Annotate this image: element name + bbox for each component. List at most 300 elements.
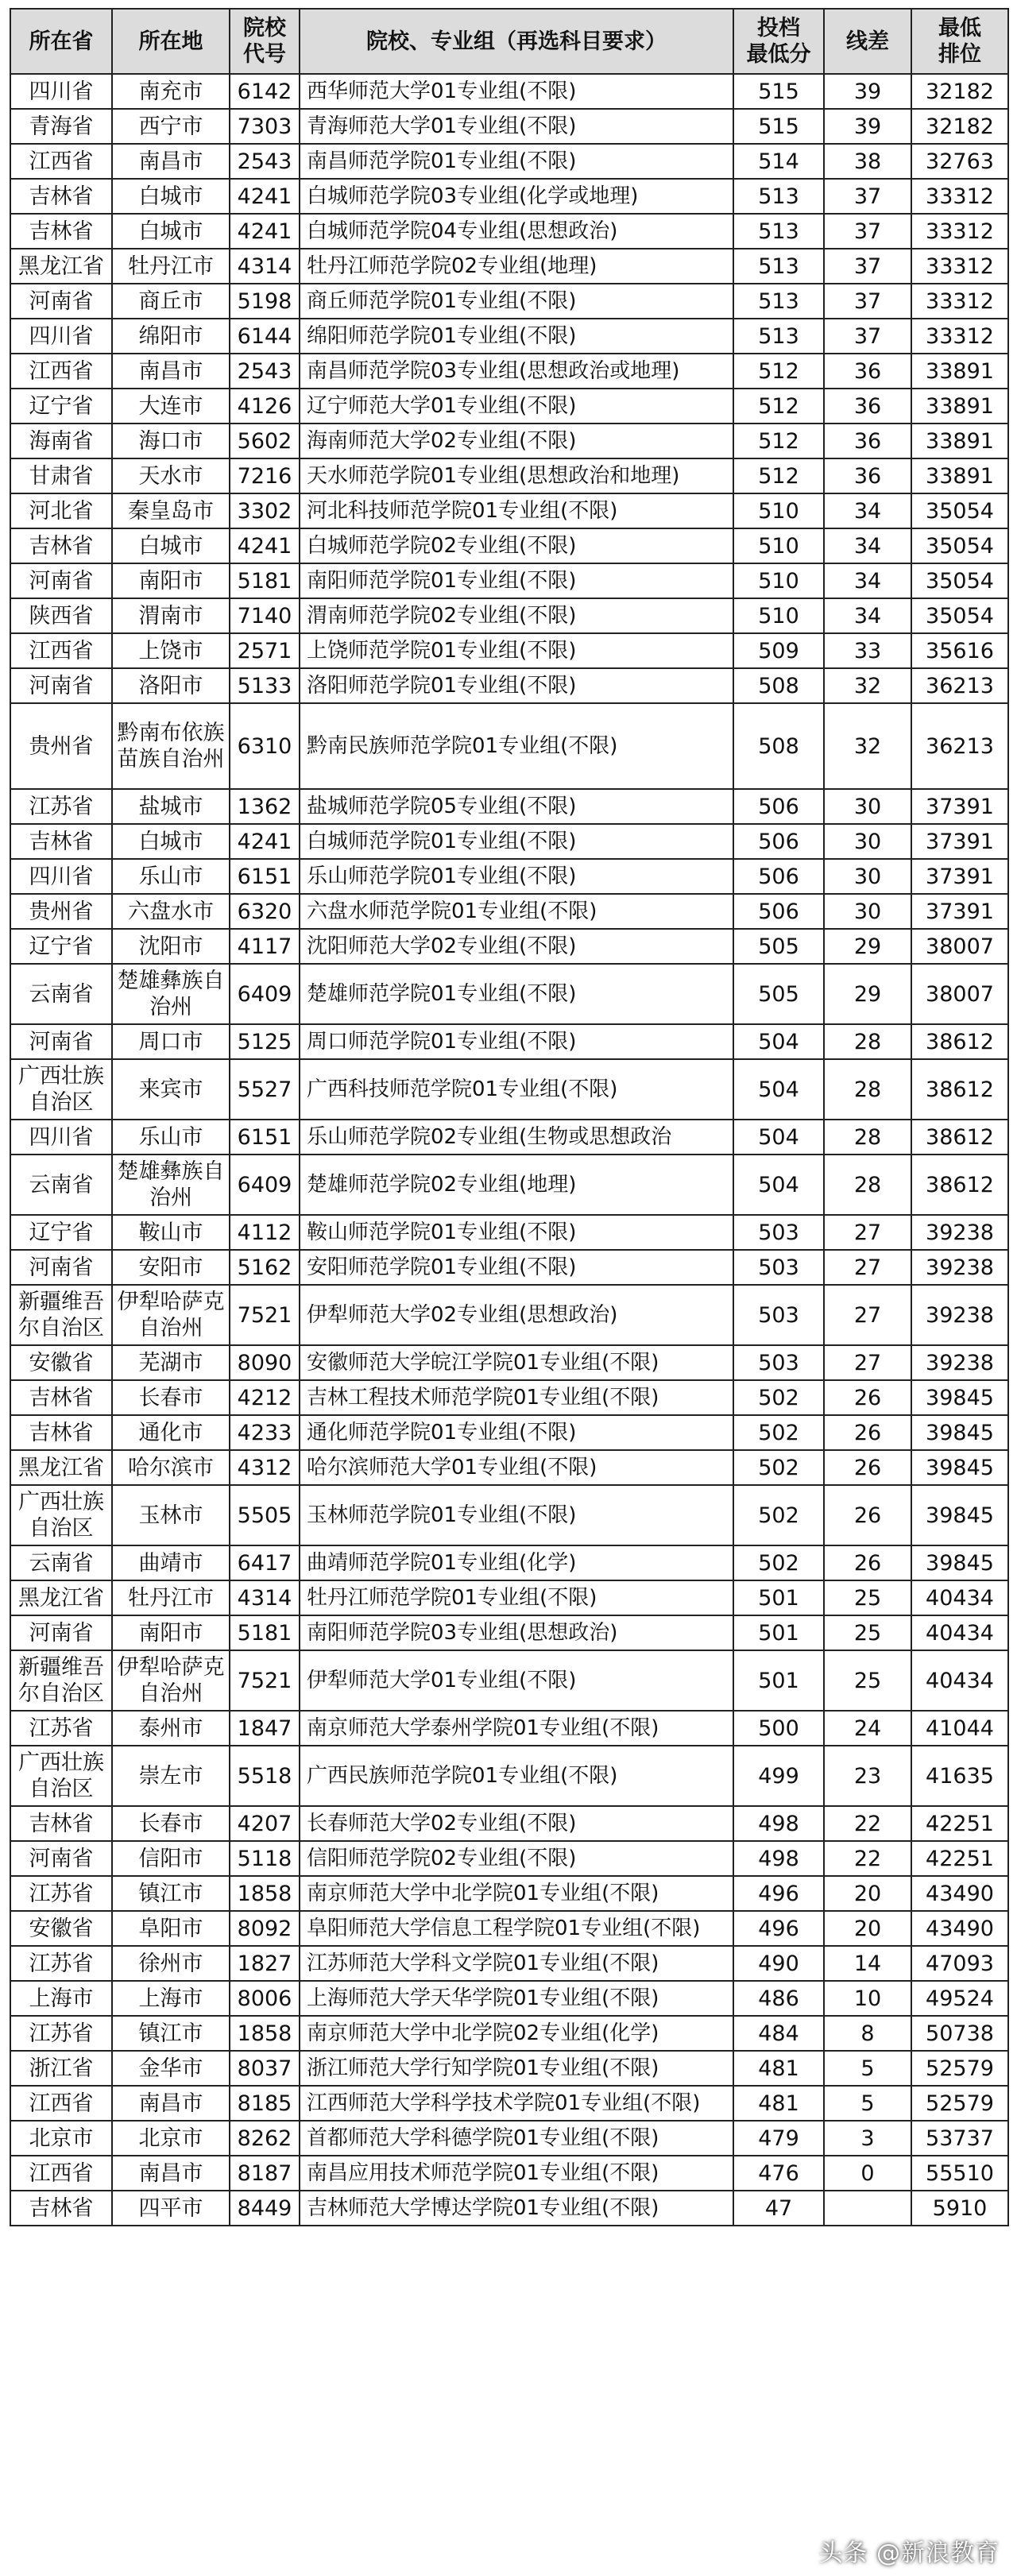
- line-diff-cell: 0: [824, 2156, 911, 2191]
- city-cell: 芜湖市: [112, 1345, 230, 1380]
- line-diff-cell: 36: [824, 389, 911, 424]
- table-row: [10, 1155, 1008, 1215]
- school-code-cell: 5181: [230, 1615, 300, 1650]
- school-group-cell: 上饶师范学院01专业组(不限): [300, 633, 733, 668]
- line-diff-cell: 30: [824, 789, 911, 824]
- table-row: [10, 703, 1008, 789]
- city-cell: 黔南布依族苗族自治州: [112, 703, 230, 789]
- watermark-text: 头条 @新浪教育: [818, 2539, 1000, 2567]
- province-cell: 青海省: [10, 109, 112, 144]
- school-group-cell: 黔南民族师范学院01专业组(不限): [300, 703, 733, 789]
- header-province: 所在省: [10, 9, 112, 74]
- city-cell: 秦皇岛市: [112, 493, 230, 528]
- school-code-cell: 8185: [230, 2086, 300, 2121]
- province-cell: 贵州省: [10, 703, 112, 789]
- min-score-cell: 512: [733, 354, 824, 389]
- city-cell: 鞍山市: [112, 1215, 230, 1250]
- min-rank-cell: 35616: [911, 633, 1008, 668]
- table-row: [10, 1806, 1008, 1841]
- province-cell: 江西省: [10, 2156, 112, 2191]
- min-score-cell: 501: [733, 1615, 824, 1650]
- province-cell: 安徽省: [10, 1911, 112, 1946]
- province-cell: 吉林省: [10, 179, 112, 214]
- min-score-cell: 481: [733, 2086, 824, 2121]
- school-code-cell: 8262: [230, 2121, 300, 2156]
- min-rank-cell: 39845: [911, 1545, 1008, 1580]
- line-diff-cell: 34: [824, 528, 911, 563]
- min-rank-cell: 47093: [911, 1946, 1008, 1981]
- min-rank-cell: 39238: [911, 1285, 1008, 1345]
- school-group-cell: 周口师范学院01专业组(不限): [300, 1024, 733, 1059]
- school-code-cell: 6310: [230, 703, 300, 789]
- school-code-cell: 2543: [230, 144, 300, 179]
- city-cell: 乐山市: [112, 1120, 230, 1155]
- city-cell: 盐城市: [112, 789, 230, 824]
- min-score-cell: 513: [733, 214, 824, 249]
- min-score-cell: 47: [733, 2191, 824, 2226]
- min-score-cell: 503: [733, 1345, 824, 1380]
- school-group-cell: 上海师范大学天华学院01专业组(不限): [300, 1981, 733, 2016]
- table-row: [10, 964, 1008, 1024]
- line-diff-cell: 28: [824, 1155, 911, 1215]
- school-group-cell: 广西民族师范学院01专业组(不限): [300, 1746, 733, 1806]
- min-rank-cell: 33891: [911, 424, 1008, 458]
- min-rank-cell: 35054: [911, 493, 1008, 528]
- city-cell: 六盘水市: [112, 894, 230, 929]
- line-diff-cell: 30: [824, 894, 911, 929]
- school-code-cell: 4117: [230, 929, 300, 964]
- line-diff-cell: 5: [824, 2051, 911, 2086]
- table-row: [10, 929, 1008, 964]
- min-rank-cell: 36213: [911, 668, 1008, 703]
- table-row: [10, 214, 1008, 249]
- school-group-cell: 伊犁师范大学01专业组(不限): [300, 1650, 733, 1711]
- min-rank-cell: 33312: [911, 319, 1008, 354]
- line-diff-cell: 28: [824, 1024, 911, 1059]
- school-group-cell: 安阳师范学院01专业组(不限): [300, 1250, 733, 1285]
- table-row: [10, 598, 1008, 633]
- city-cell: 沈阳市: [112, 929, 230, 964]
- table-row: [10, 1215, 1008, 1250]
- min-rank-cell: 38612: [911, 1059, 1008, 1120]
- line-diff-cell: 25: [824, 1615, 911, 1650]
- city-cell: 白城市: [112, 824, 230, 859]
- table-row: [10, 1450, 1008, 1485]
- province-cell: 黑龙江省: [10, 1450, 112, 1485]
- province-cell: 江苏省: [10, 789, 112, 824]
- line-diff-cell: 33: [824, 633, 911, 668]
- min-rank-cell: 38007: [911, 929, 1008, 964]
- line-diff-cell: 5: [824, 2086, 911, 2121]
- city-cell: 洛阳市: [112, 668, 230, 703]
- province-cell: 陕西省: [10, 598, 112, 633]
- min-rank-cell: 35054: [911, 528, 1008, 563]
- min-rank-cell: 39238: [911, 1250, 1008, 1285]
- school-code-cell: 8006: [230, 1981, 300, 2016]
- min-score-cell: 481: [733, 2051, 824, 2086]
- school-code-cell: 2543: [230, 354, 300, 389]
- min-score-cell: 506: [733, 789, 824, 824]
- school-group-cell: 六盘水师范学院01专业组(不限): [300, 894, 733, 929]
- line-diff-cell: 26: [824, 1380, 911, 1415]
- school-group-cell: 南昌应用技术师范学院01专业组(不限): [300, 2156, 733, 2191]
- min-rank-cell: 37391: [911, 824, 1008, 859]
- min-rank-cell: 33891: [911, 458, 1008, 493]
- school-group-cell: 天水师范学院01专业组(思想政治和地理): [300, 458, 733, 493]
- table-row: [10, 389, 1008, 424]
- school-group-cell: 楚雄师范学院01专业组(不限): [300, 964, 733, 1024]
- province-cell: 河南省: [10, 284, 112, 319]
- table-row: [10, 1120, 1008, 1155]
- line-diff-cell: 24: [824, 1711, 911, 1746]
- table-row: [10, 859, 1008, 894]
- school-group-cell: 江西师范大学科学技术学院01专业组(不限): [300, 2086, 733, 2121]
- school-group-cell: 绵阳师范学院01专业组(不限): [300, 319, 733, 354]
- min-score-cell: 508: [733, 668, 824, 703]
- min-rank-cell: 53737: [911, 2121, 1008, 2156]
- min-score-cell: 503: [733, 1215, 824, 1250]
- min-rank-cell: 33312: [911, 179, 1008, 214]
- province-cell: 四川省: [10, 319, 112, 354]
- min-score-cell: 503: [733, 1250, 824, 1285]
- header-city: 所在地: [112, 9, 230, 74]
- city-cell: 曲靖市: [112, 1545, 230, 1580]
- min-score-cell: 496: [733, 1911, 824, 1946]
- school-code-cell: 5133: [230, 668, 300, 703]
- table-row: [10, 1876, 1008, 1911]
- province-cell: 甘肃省: [10, 458, 112, 493]
- min-rank-cell: 5910: [911, 2191, 1008, 2226]
- line-diff-cell: 32: [824, 703, 911, 789]
- line-diff-cell: 22: [824, 1806, 911, 1841]
- province-cell: 河南省: [10, 1615, 112, 1650]
- city-cell: 镇江市: [112, 2016, 230, 2051]
- school-code-cell: 6320: [230, 894, 300, 929]
- min-rank-cell: 38612: [911, 1155, 1008, 1215]
- city-cell: 海口市: [112, 424, 230, 458]
- city-cell: 南昌市: [112, 354, 230, 389]
- table-row: [10, 1841, 1008, 1876]
- min-score-cell: 502: [733, 1545, 824, 1580]
- province-cell: 吉林省: [10, 824, 112, 859]
- province-cell: 北京市: [10, 2121, 112, 2156]
- school-code-cell: 3302: [230, 493, 300, 528]
- province-cell: 辽宁省: [10, 929, 112, 964]
- school-code-cell: 5527: [230, 1059, 300, 1120]
- min-score-cell: 512: [733, 424, 824, 458]
- min-score-cell: 503: [733, 1285, 824, 1345]
- line-diff-cell: 39: [824, 109, 911, 144]
- min-score-cell: 501: [733, 1650, 824, 1711]
- school-group-cell: 河北科技师范学院01专业组(不限): [300, 493, 733, 528]
- header-min-score: 投档 最低分: [733, 9, 824, 74]
- school-group-cell: 首都师范大学科德学院01专业组(不限): [300, 2121, 733, 2156]
- table-row: [10, 1545, 1008, 1580]
- min-score-cell: 509: [733, 633, 824, 668]
- province-cell: 吉林省: [10, 1380, 112, 1415]
- school-group-cell: 西华师范大学01专业组(不限): [300, 74, 733, 109]
- province-cell: 云南省: [10, 1155, 112, 1215]
- province-cell: 贵州省: [10, 894, 112, 929]
- table-row: [10, 458, 1008, 493]
- school-code-cell: 4241: [230, 179, 300, 214]
- table-row: [10, 1380, 1008, 1415]
- table-row: [10, 319, 1008, 354]
- min-rank-cell: 49524: [911, 1981, 1008, 2016]
- table-row: [10, 528, 1008, 563]
- school-group-cell: 阜阳师范大学信息工程学院01专业组(不限): [300, 1911, 733, 1946]
- table-row: [10, 1250, 1008, 1285]
- table-row: [10, 144, 1008, 179]
- line-diff-cell: 8: [824, 2016, 911, 2051]
- school-group-cell: 牡丹江师范学院02专业组(地理): [300, 249, 733, 284]
- min-score-cell: 508: [733, 703, 824, 789]
- min-score-cell: 510: [733, 528, 824, 563]
- school-code-cell: 4312: [230, 1450, 300, 1485]
- min-rank-cell: 35054: [911, 563, 1008, 598]
- school-group-cell: 楚雄师范学院02专业组(地理): [300, 1155, 733, 1215]
- min-score-cell: 504: [733, 1059, 824, 1120]
- min-rank-cell: 33312: [911, 284, 1008, 319]
- table-row: [10, 284, 1008, 319]
- city-cell: 天水市: [112, 458, 230, 493]
- min-rank-cell: 38007: [911, 964, 1008, 1024]
- min-rank-cell: 37391: [911, 789, 1008, 824]
- school-code-cell: 4314: [230, 1580, 300, 1615]
- table-row: [10, 74, 1008, 109]
- min-score-cell: 498: [733, 1841, 824, 1876]
- line-diff-cell: 36: [824, 354, 911, 389]
- line-diff-cell: 22: [824, 1841, 911, 1876]
- school-code-cell: 4212: [230, 1380, 300, 1415]
- school-group-cell: 鞍山师范学院01专业组(不限): [300, 1215, 733, 1250]
- school-code-cell: 6417: [230, 1545, 300, 1580]
- header-line-diff: 线差: [824, 9, 911, 74]
- city-cell: 南昌市: [112, 2156, 230, 2191]
- table-row: [10, 493, 1008, 528]
- school-group-cell: 吉林师范大学博达学院01专业组(不限): [300, 2191, 733, 2226]
- table-row: [10, 2121, 1008, 2156]
- table-row: [10, 1650, 1008, 1711]
- min-rank-cell: 42251: [911, 1806, 1008, 1841]
- min-rank-cell: 33891: [911, 389, 1008, 424]
- school-group-cell: 乐山师范学院01专业组(不限): [300, 859, 733, 894]
- province-cell: 安徽省: [10, 1345, 112, 1380]
- table-row: [10, 2156, 1008, 2191]
- school-group-cell: 白城师范学院01专业组(不限): [300, 824, 733, 859]
- school-code-cell: 5162: [230, 1250, 300, 1285]
- line-diff-cell: 34: [824, 493, 911, 528]
- province-cell: 黑龙江省: [10, 249, 112, 284]
- header-min-rank: 最低 排位: [911, 9, 1008, 74]
- city-cell: 长春市: [112, 1380, 230, 1415]
- min-score-cell: 476: [733, 2156, 824, 2191]
- min-score-cell: 504: [733, 1155, 824, 1215]
- province-cell: 吉林省: [10, 2191, 112, 2226]
- header-school-group: 院校、专业组（再选科目要求）: [300, 9, 733, 74]
- school-code-cell: 4126: [230, 389, 300, 424]
- min-score-cell: 514: [733, 144, 824, 179]
- table-row: [10, 109, 1008, 144]
- school-code-cell: 7521: [230, 1285, 300, 1345]
- table-row: [10, 1711, 1008, 1746]
- min-score-cell: 510: [733, 493, 824, 528]
- school-code-cell: 1858: [230, 1876, 300, 1911]
- min-score-cell: 498: [733, 1806, 824, 1841]
- province-cell: 江苏省: [10, 1876, 112, 1911]
- school-code-cell: 8090: [230, 1345, 300, 1380]
- table-header-row: [10, 9, 1008, 74]
- school-group-cell: 洛阳师范学院01专业组(不限): [300, 668, 733, 703]
- line-diff-cell: 37: [824, 284, 911, 319]
- school-code-cell: 4112: [230, 1215, 300, 1250]
- admission-table: [10, 8, 1009, 2226]
- school-group-cell: 盐城师范学院05专业组(不限): [300, 789, 733, 824]
- min-rank-cell: 39845: [911, 1485, 1008, 1545]
- line-diff-cell: 37: [824, 179, 911, 214]
- line-diff-cell: 29: [824, 964, 911, 1024]
- city-cell: 信阳市: [112, 1841, 230, 1876]
- province-cell: 吉林省: [10, 214, 112, 249]
- table-row: [10, 2051, 1008, 2086]
- city-cell: 周口市: [112, 1024, 230, 1059]
- school-code-cell: 6151: [230, 859, 300, 894]
- line-diff-cell: 10: [824, 1981, 911, 2016]
- school-code-cell: 5602: [230, 424, 300, 458]
- school-code-cell: 7521: [230, 1650, 300, 1711]
- table-row: [10, 824, 1008, 859]
- min-rank-cell: 43490: [911, 1876, 1008, 1911]
- school-group-cell: 吉林工程技术师范学院01专业组(不限): [300, 1380, 733, 1415]
- table-row: [10, 2086, 1008, 2121]
- province-cell: 浙江省: [10, 2051, 112, 2086]
- school-code-cell: 6151: [230, 1120, 300, 1155]
- city-cell: 牡丹江市: [112, 1580, 230, 1615]
- line-diff-cell: 20: [824, 1911, 911, 1946]
- city-cell: 伊犁哈萨克自治州: [112, 1285, 230, 1345]
- province-cell: 河南省: [10, 1841, 112, 1876]
- school-group-cell: 南阳师范学院01专业组(不限): [300, 563, 733, 598]
- table-row: [10, 2191, 1008, 2226]
- line-diff-cell: 27: [824, 1345, 911, 1380]
- min-score-cell: 505: [733, 929, 824, 964]
- city-cell: 西宁市: [112, 109, 230, 144]
- city-cell: 哈尔滨市: [112, 1450, 230, 1485]
- province-cell: 河南省: [10, 1024, 112, 1059]
- school-group-cell: 玉林师范学院01专业组(不限): [300, 1485, 733, 1545]
- province-cell: 吉林省: [10, 1415, 112, 1450]
- min-score-cell: 502: [733, 1485, 824, 1545]
- min-rank-cell: 37391: [911, 859, 1008, 894]
- min-rank-cell: 40434: [911, 1615, 1008, 1650]
- school-code-cell: 4207: [230, 1806, 300, 1841]
- province-cell: 云南省: [10, 964, 112, 1024]
- min-rank-cell: 36213: [911, 703, 1008, 789]
- line-diff-cell: 38: [824, 144, 911, 179]
- school-group-cell: 哈尔滨师范大学01专业组(不限): [300, 1450, 733, 1485]
- line-diff-cell: 36: [824, 424, 911, 458]
- school-code-cell: 5518: [230, 1746, 300, 1806]
- table-row: [10, 1285, 1008, 1345]
- min-rank-cell: 38612: [911, 1120, 1008, 1155]
- school-code-cell: 6409: [230, 1155, 300, 1215]
- table-body: [10, 74, 1008, 2226]
- province-cell: 辽宁省: [10, 1215, 112, 1250]
- province-cell: 新疆维吾尔自治区: [10, 1285, 112, 1345]
- table-row: [10, 1911, 1008, 1946]
- school-code-cell: 4314: [230, 249, 300, 284]
- city-cell: 楚雄彝族自治州: [112, 1155, 230, 1215]
- line-diff-cell: 26: [824, 1485, 911, 1545]
- province-cell: 江西省: [10, 2086, 112, 2121]
- min-score-cell: 506: [733, 824, 824, 859]
- line-diff-cell: 25: [824, 1580, 911, 1615]
- min-score-cell: 486: [733, 1981, 824, 2016]
- min-score-cell: 496: [733, 1876, 824, 1911]
- min-rank-cell: 40434: [911, 1650, 1008, 1711]
- city-cell: 崇左市: [112, 1746, 230, 1806]
- table-row: [10, 668, 1008, 703]
- school-code-cell: 6409: [230, 964, 300, 1024]
- city-cell: 白城市: [112, 179, 230, 214]
- table-row: [10, 563, 1008, 598]
- table-row: [10, 424, 1008, 458]
- min-rank-cell: 39845: [911, 1450, 1008, 1485]
- min-rank-cell: 39238: [911, 1345, 1008, 1380]
- school-group-cell: 海南师范大学02专业组(不限): [300, 424, 733, 458]
- school-group-cell: 长春师范大学02专业组(不限): [300, 1806, 733, 1841]
- line-diff-cell: 30: [824, 824, 911, 859]
- school-code-cell: 5181: [230, 563, 300, 598]
- school-group-cell: 辽宁师范大学01专业组(不限): [300, 389, 733, 424]
- school-code-cell: 6144: [230, 319, 300, 354]
- city-cell: 牡丹江市: [112, 249, 230, 284]
- school-group-cell: 南京师范大学中北学院02专业组(化学): [300, 2016, 733, 2051]
- line-diff-cell: 20: [824, 1876, 911, 1911]
- school-group-cell: 白城师范学院04专业组(思想政治): [300, 214, 733, 249]
- school-group-cell: 南昌师范学院03专业组(思想政治或地理): [300, 354, 733, 389]
- province-cell: 四川省: [10, 859, 112, 894]
- city-cell: 南阳市: [112, 563, 230, 598]
- min-rank-cell: 32182: [911, 74, 1008, 109]
- province-cell: 江西省: [10, 633, 112, 668]
- min-rank-cell: 43490: [911, 1911, 1008, 1946]
- school-code-cell: 5118: [230, 1841, 300, 1876]
- min-score-cell: 512: [733, 458, 824, 493]
- line-diff-cell: 36: [824, 458, 911, 493]
- city-cell: 南阳市: [112, 1615, 230, 1650]
- school-group-cell: 白城师范学院03专业组(化学或地理): [300, 179, 733, 214]
- min-score-cell: 479: [733, 2121, 824, 2156]
- line-diff-cell: 27: [824, 1215, 911, 1250]
- table-row: [10, 894, 1008, 929]
- school-code-cell: 5505: [230, 1485, 300, 1545]
- line-diff-cell: 26: [824, 1450, 911, 1485]
- min-rank-cell: 39238: [911, 1215, 1008, 1250]
- school-code-cell: 7216: [230, 458, 300, 493]
- line-diff-cell: 14: [824, 1946, 911, 1981]
- line-diff-cell: 34: [824, 598, 911, 633]
- admission-table-container: [10, 8, 1007, 2226]
- table-row: [10, 633, 1008, 668]
- min-rank-cell: 35054: [911, 598, 1008, 633]
- school-group-cell: 曲靖师范学院01专业组(化学): [300, 1545, 733, 1580]
- province-cell: 辽宁省: [10, 389, 112, 424]
- city-cell: 泰州市: [112, 1711, 230, 1746]
- min-score-cell: 513: [733, 179, 824, 214]
- line-diff-cell: 37: [824, 319, 911, 354]
- school-code-cell: 1858: [230, 2016, 300, 2051]
